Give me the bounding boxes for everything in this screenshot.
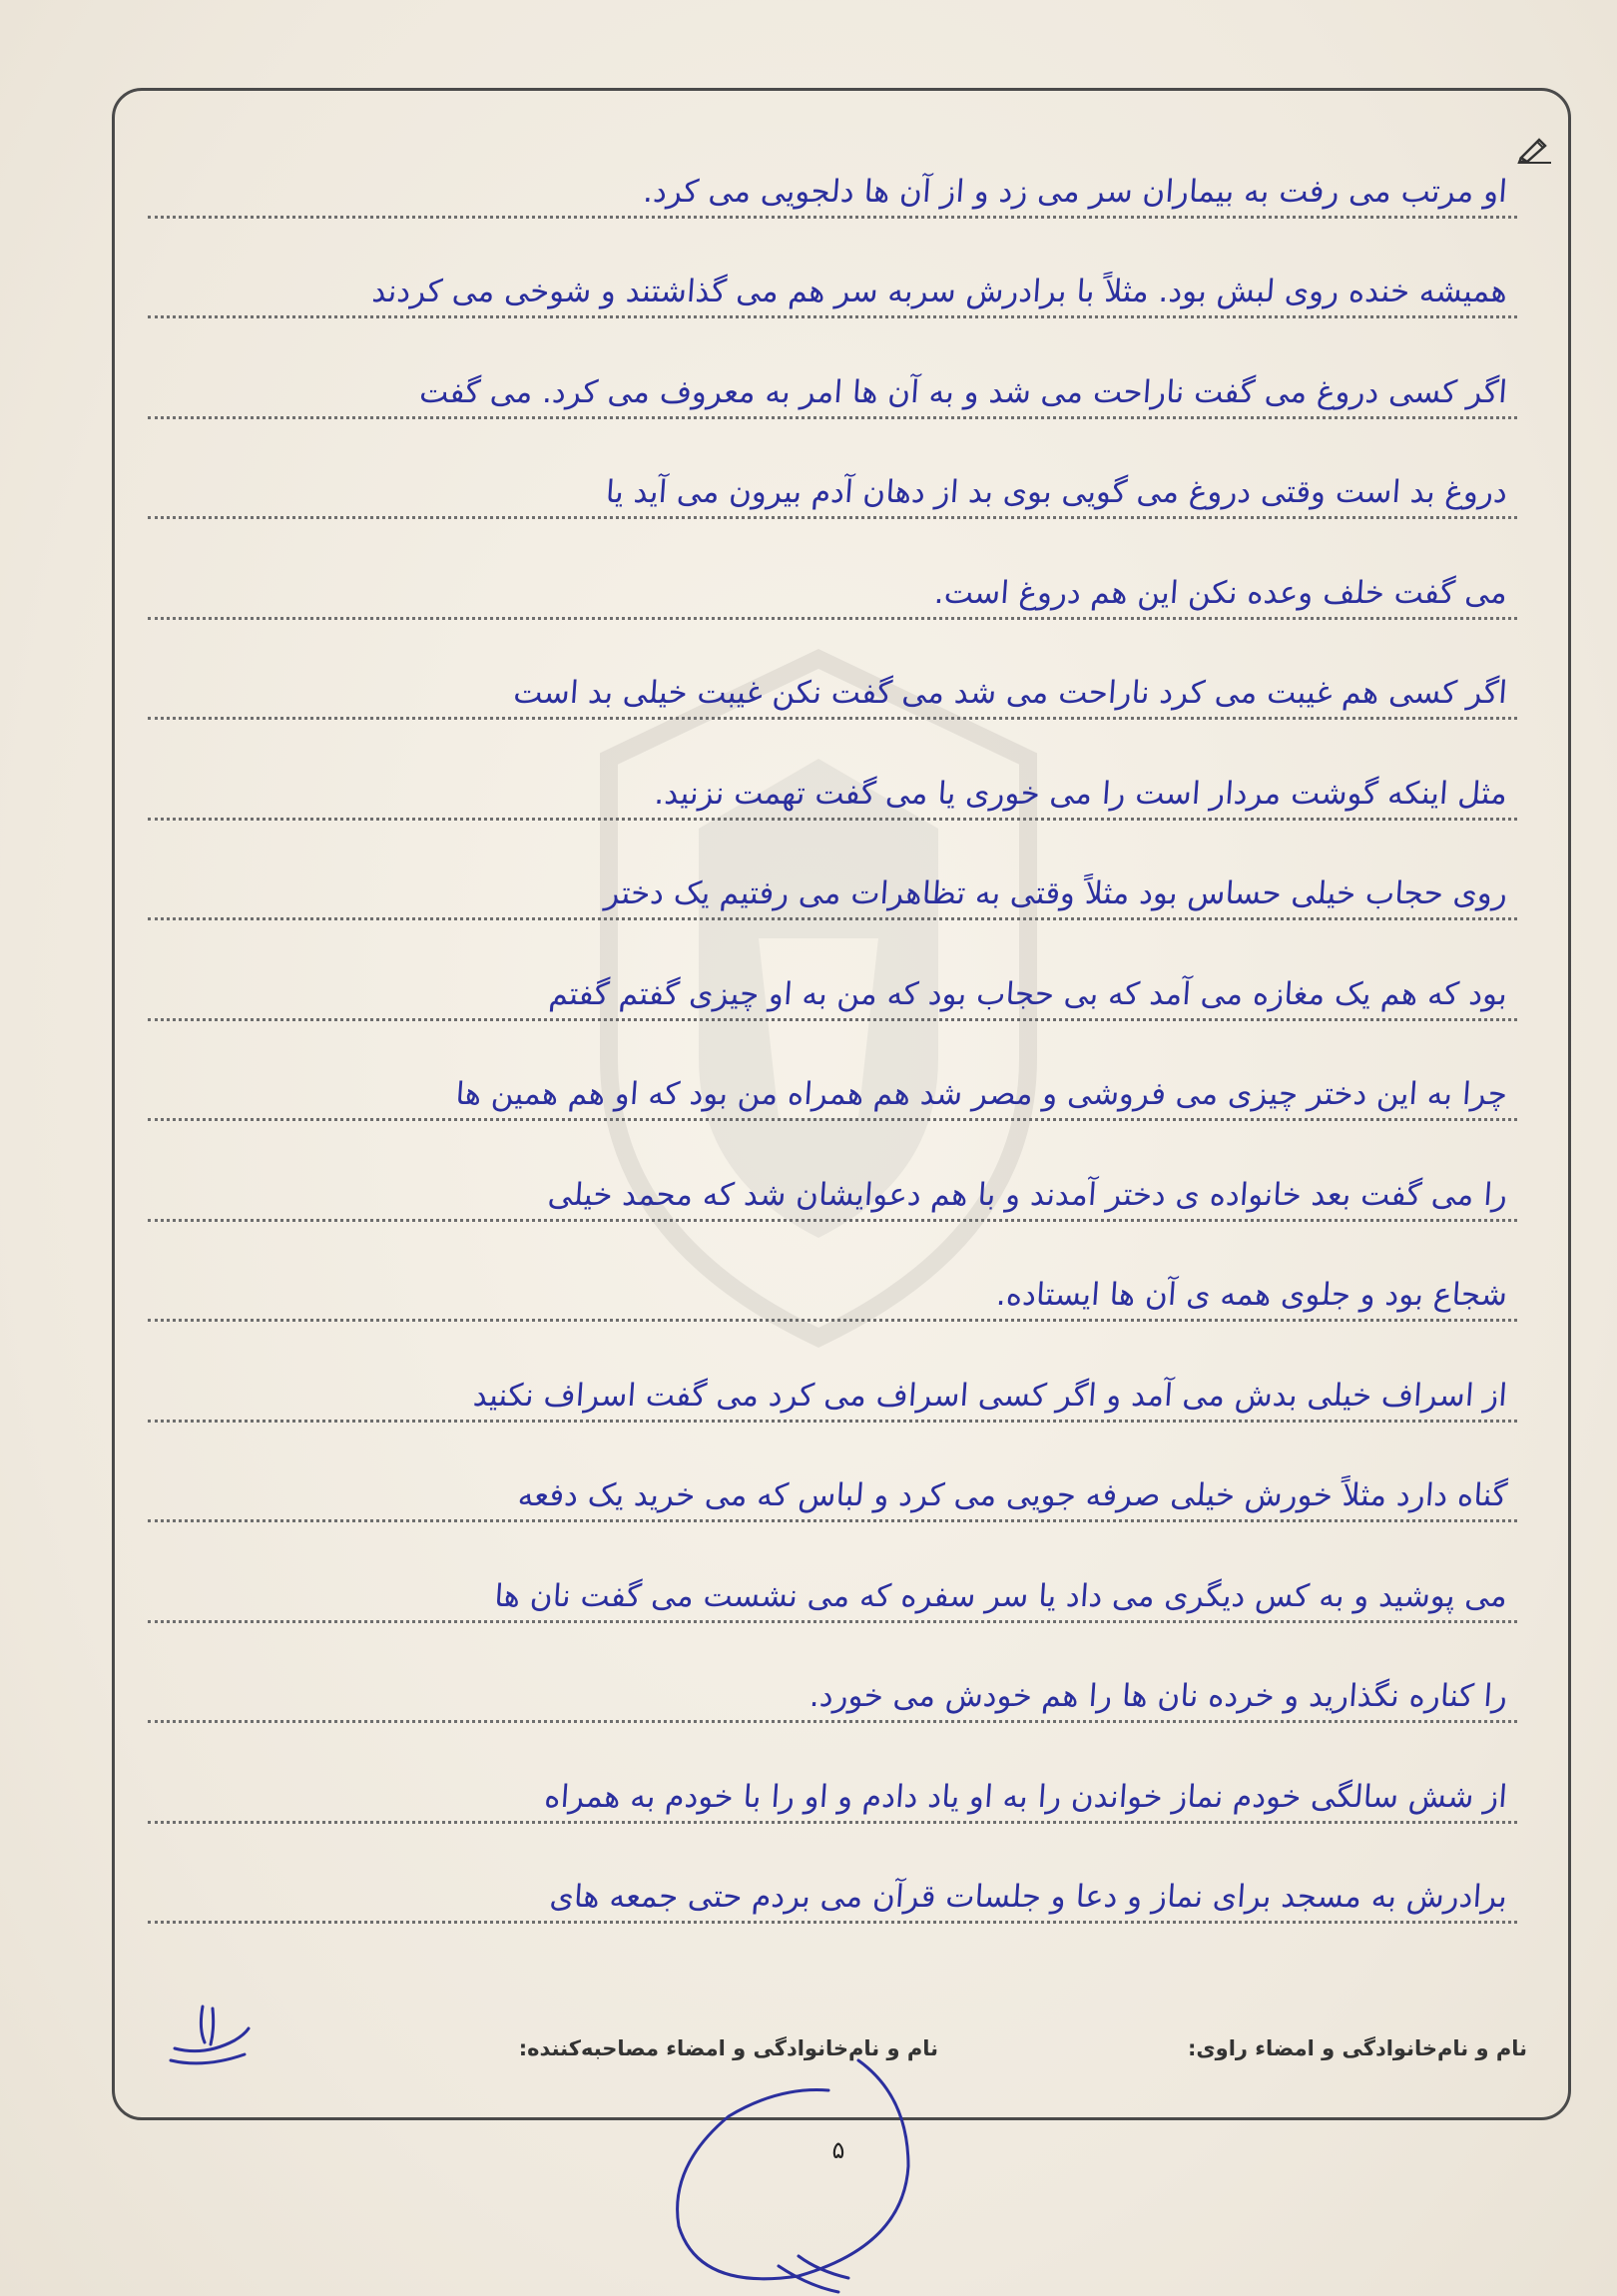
line-text: بود که هم یک مغازه می آمد که بی حجاب بود که من به او چیزی گفتم گفتم: [547, 975, 1509, 1012]
line-text: همیشه خنده روی لبش بود. مثلاً با برادرش سربه سر هم می گذاشتند و شوخی می کردند: [370, 274, 1509, 309]
line-text: دروغ بد است وقتی دروغ می گویی بوی بد از دهان آدم بیرون می آید یا: [604, 474, 1509, 510]
line-text: گناه دارد مثلاً خورش خیلی صرفه جویی می کرد و لباس که می خرید یک دفعه: [516, 1477, 1509, 1513]
text-line: [148, 1021, 1517, 1122]
text-line: [148, 519, 1517, 620]
text-line: [148, 821, 1517, 921]
line-text: را کناره نگذارید و خرده نان ها را هم خودش می خورد.: [808, 1678, 1509, 1714]
text-line: [148, 1723, 1517, 1824]
text-line: [148, 920, 1517, 1021]
line-text: او مرتب می رفت به بیماران سر می زد و از آن ها دلجویی می کرد.: [642, 173, 1509, 210]
line-text: می گفت خلف وعده نکن این هم دروغ است.: [932, 574, 1509, 611]
text-line: [148, 1121, 1517, 1222]
handwritten-text-lines: [148, 118, 1517, 1924]
pen-icon: [1517, 134, 1553, 164]
interviewer-signature-label: نام و نام‌خانوادگی و امضاء مصاحبه‌کننده:: [518, 2036, 938, 2060]
interviewer-signature: [659, 2056, 938, 2296]
line-text: اگر کسی هم غیبت می کرد ناراحت می شد می گفت نکن غیبت خیلی بد است: [512, 675, 1509, 711]
line-text: را می گفت بعد خانواده ی دختر آمدند و با هم دعوایشان شد که محمد خیلی: [546, 1176, 1509, 1213]
text-line: [148, 118, 1517, 219]
line-text: شجاع بود و جلوی همه ی آن ها ایستاده.: [994, 1277, 1509, 1313]
line-text: از شش سالگی خودم نماز خواندن را به او یاد دادم و او را با خودم به همراه: [543, 1778, 1509, 1815]
text-line: [148, 1522, 1517, 1623]
line-text: روی حجاب خیلی حساس بود مثلاً وقتی به تظاهرات می رفتیم یک دختر: [603, 875, 1509, 911]
text-line: [148, 1322, 1517, 1423]
narrator-signature-label: نام و نام‌خانوادگی و امضاء راوی:: [1188, 2036, 1527, 2060]
text-line: [148, 1423, 1517, 1523]
line-text: مثل اینکه گوشت مردار است را می خوری یا می گفت تهمت نزنید.: [653, 775, 1509, 812]
text-line: [148, 720, 1517, 821]
text-line: [148, 419, 1517, 520]
text-line: [148, 1623, 1517, 1724]
line-text: اگر کسی دروغ می گفت ناراحت می شد و به آن ها امر به معروف می کرد. می گفت: [418, 373, 1509, 410]
line-text: چرا به این دختر چیزی می فروشی و مصر شد هم همراه من بود که او هم همین ها: [454, 1076, 1509, 1112]
narrator-signature: [165, 1999, 255, 2068]
line-text: از اسراف خیلی بدش می آمد و اگر کسی اسراف می کرد می گفت اسراف نکنید: [471, 1377, 1509, 1414]
text-line: [148, 620, 1517, 721]
line-text: می پوشید و به کس دیگری می داد یا سر سفره که می نشست می گفت نان ها: [493, 1577, 1509, 1614]
page-number: ۵: [831, 2136, 845, 2164]
text-line: [148, 219, 1517, 319]
text-line: [148, 1824, 1517, 1925]
line-text: برادرش به مسجد برای نماز و دعا و جلسات قرآن می بردم حتی جمعه های: [548, 1879, 1509, 1915]
text-line: [148, 318, 1517, 419]
text-line: [148, 1222, 1517, 1323]
